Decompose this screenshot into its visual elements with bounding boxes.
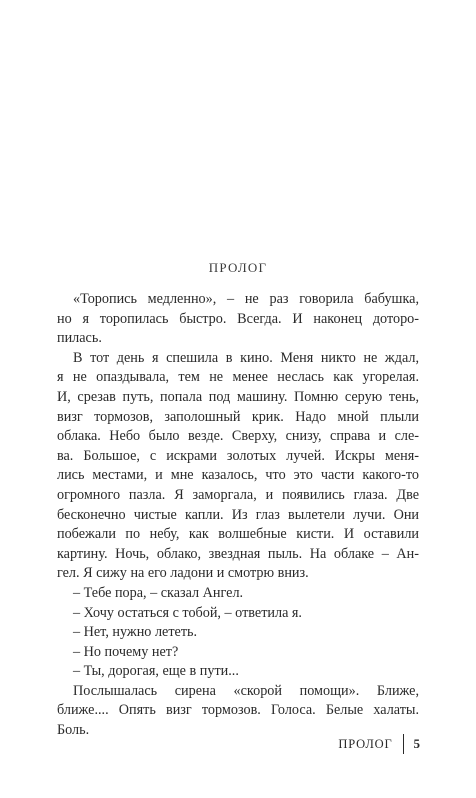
text-line: побежали по небу, как волшебные кисти. И оставили <box>57 526 419 543</box>
text-line: облака. Небо было везде. Сверху, снизу, справа и сле- <box>57 428 419 445</box>
text-line: Послышалась сирена «скорой помощи». Ближе, <box>73 682 419 699</box>
body-text <box>57 290 419 741</box>
page-footer <box>338 734 420 754</box>
text-line: но я торопилась быстро. Всегда. И наконец доторо- <box>57 310 419 327</box>
text-line: пилась. <box>57 330 102 347</box>
text-line: Боль. <box>57 722 90 739</box>
chapter-title: ПРОЛОГ <box>208 260 268 275</box>
text-line: ва. Большое, с искрами золотых лучей. Искры меня- <box>57 447 419 464</box>
text-line: картину. Ночь, облако, звездная пыль. На облаке – Ан- <box>57 545 419 562</box>
text-line: визг тормозов, заполошный крик. Надо мной плыли <box>57 408 419 425</box>
dialogue-line: – Тебе пора, – сказал Ангел. <box>73 584 244 601</box>
text-line: «Торопись медленно», – не раз говорила бабушка, <box>73 291 419 307</box>
text-line: В тот день я спешила в кино. Меня никто не ждал, <box>73 349 419 366</box>
dialogue-line: – Ты, дорогая, еще в пути... <box>73 663 239 680</box>
text-line: ближе.... Опять визг тормозов. Голоса. Белые халаты. <box>57 702 419 719</box>
text-line: я не опаздывала, тем не менее неслась как угорелая. <box>57 369 419 386</box>
running-head: ПРОЛОГ <box>338 736 393 751</box>
dialogue-line: – Нет, нужно лететь. <box>73 624 198 641</box>
text-line: огромного пазла. Я заморгала, и появились глаза. Две <box>57 486 419 503</box>
text-line: гел. Я сижу на его ладони и смотрю вниз. <box>57 565 309 582</box>
text-line: бесконечно чистые капли. Из глаз вылетели лучи. Они <box>57 506 419 523</box>
dialogue-line: – Но почему нет? <box>73 643 179 660</box>
text-line: лись местами, и мне казалось, что это части какого-то <box>57 467 419 484</box>
text-line: И, срезав путь, попала под машину. Помню серую тень, <box>57 388 419 405</box>
page-number: 5 <box>413 736 420 751</box>
footer-divider <box>403 734 404 754</box>
dialogue-line: – Хочу остаться с тобой, – ответила я. <box>73 604 302 621</box>
